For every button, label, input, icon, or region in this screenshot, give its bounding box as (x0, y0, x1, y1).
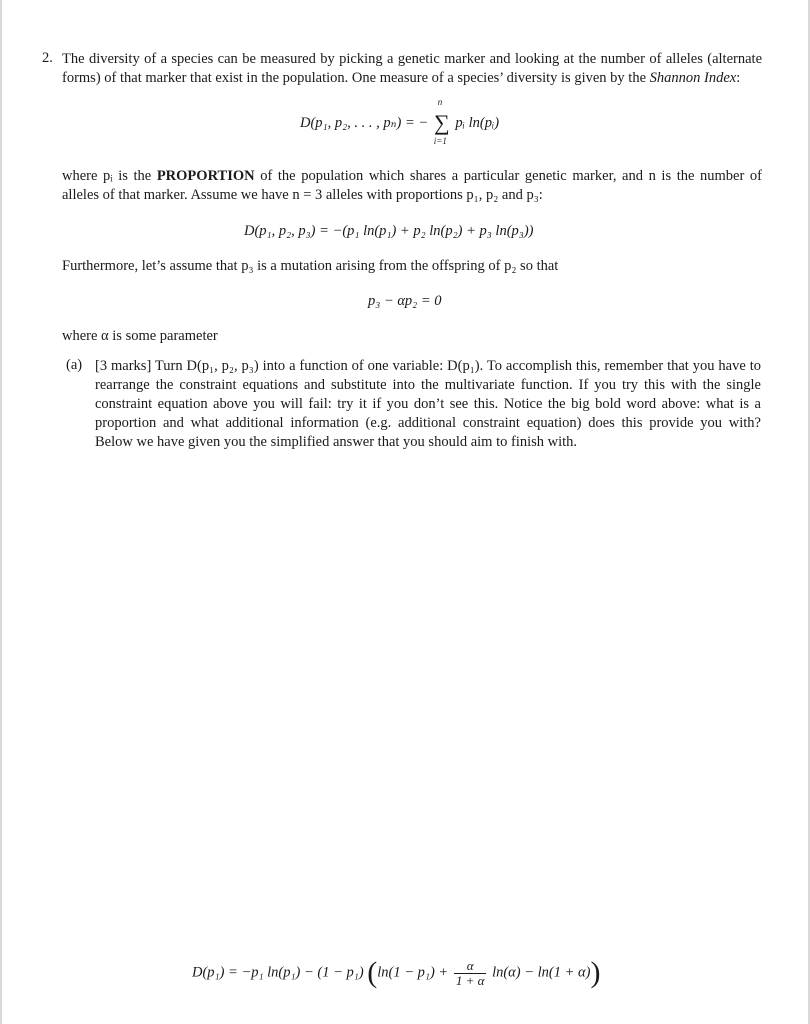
summation-symbol (432, 97, 452, 146)
alpha-fraction (454, 959, 487, 988)
eq4-open-paren: ( (367, 956, 378, 989)
sum-lower-limit: i=1 (433, 136, 447, 146)
shannon-index-term: Shannon Index (649, 70, 737, 86)
shannon-index-equation (300, 97, 500, 146)
sum-upper-limit: n (437, 97, 443, 107)
intro-text: The diversity of a species can be measured by picking a genetic marker and looking at the number of alleles (alternate forms) of that marker that exist in the population. One measure of a species’ diversity is given by the (62, 51, 762, 86)
eq4-close-paren: ) (590, 956, 601, 989)
proportion-paragraph (62, 167, 762, 205)
fraction-numerator: α (466, 957, 474, 973)
eq1-lhs: D(p₁, p₂, . . . , pₙ) = − (300, 114, 429, 131)
intro-paragraph (62, 50, 762, 88)
eq4-lhs: D(p₁) = −p₁ ln(p₁) − (1 − p₁) (192, 964, 364, 981)
eq4-inner-end: ln(α) − ln(1 + α) (488, 964, 591, 981)
mutation-paragraph: Furthermore, let’s assume that p₃ is a mutation arising from the offspring of p₂ so that (62, 258, 559, 274)
eq4-inner-start: ln(1 − p₁) + (377, 964, 452, 981)
constraint-equation: p₃ − αp₂ = 0 (368, 293, 442, 309)
intro-colon: : (736, 70, 741, 86)
part-a-label: (a) (66, 357, 83, 373)
proportion-bold-word: PROPORTION (156, 168, 255, 184)
question-number: 2. (42, 50, 53, 66)
para2-start: where pᵢ is the (62, 168, 157, 184)
para2-end: of the population which shares a particular genetic marker, and n is the number of alleles of that marker. Assume we have n = 3 alleles with proportions p₁, p₂ and p₃: (62, 168, 762, 203)
three-allele-equation: D(p₁, p₂, p₃) = −(p₁ ln(p₁) + p₂ ln(p₂) + p₃ ln(p₃)) (244, 223, 534, 239)
eq1-rhs: pᵢ ln(pᵢ) (455, 114, 500, 131)
fraction-denominator: 1 + α (455, 972, 485, 988)
parameter-paragraph: where α is some parameter (62, 328, 218, 344)
part-a-text: [3 marks] Turn D(p₁, p₂, p₃) into a function of one variable: D(p₁). To accomplish this, remember that you have to rearrange the constraint equations and substitute into the multivariate function. If you try this with the single constraint equation above you will fail: try it if you don’t see this. Notice the big bold word above: what is a proportion and what additional information (e.g. additional constraint equation) does this provide you with? Below we have given you the simplified answer that you should aim to finish with. (95, 358, 761, 450)
page-border-left (0, 0, 2, 1024)
sigma-icon: ∑ (433, 110, 450, 135)
target-answer-equation (192, 958, 600, 988)
